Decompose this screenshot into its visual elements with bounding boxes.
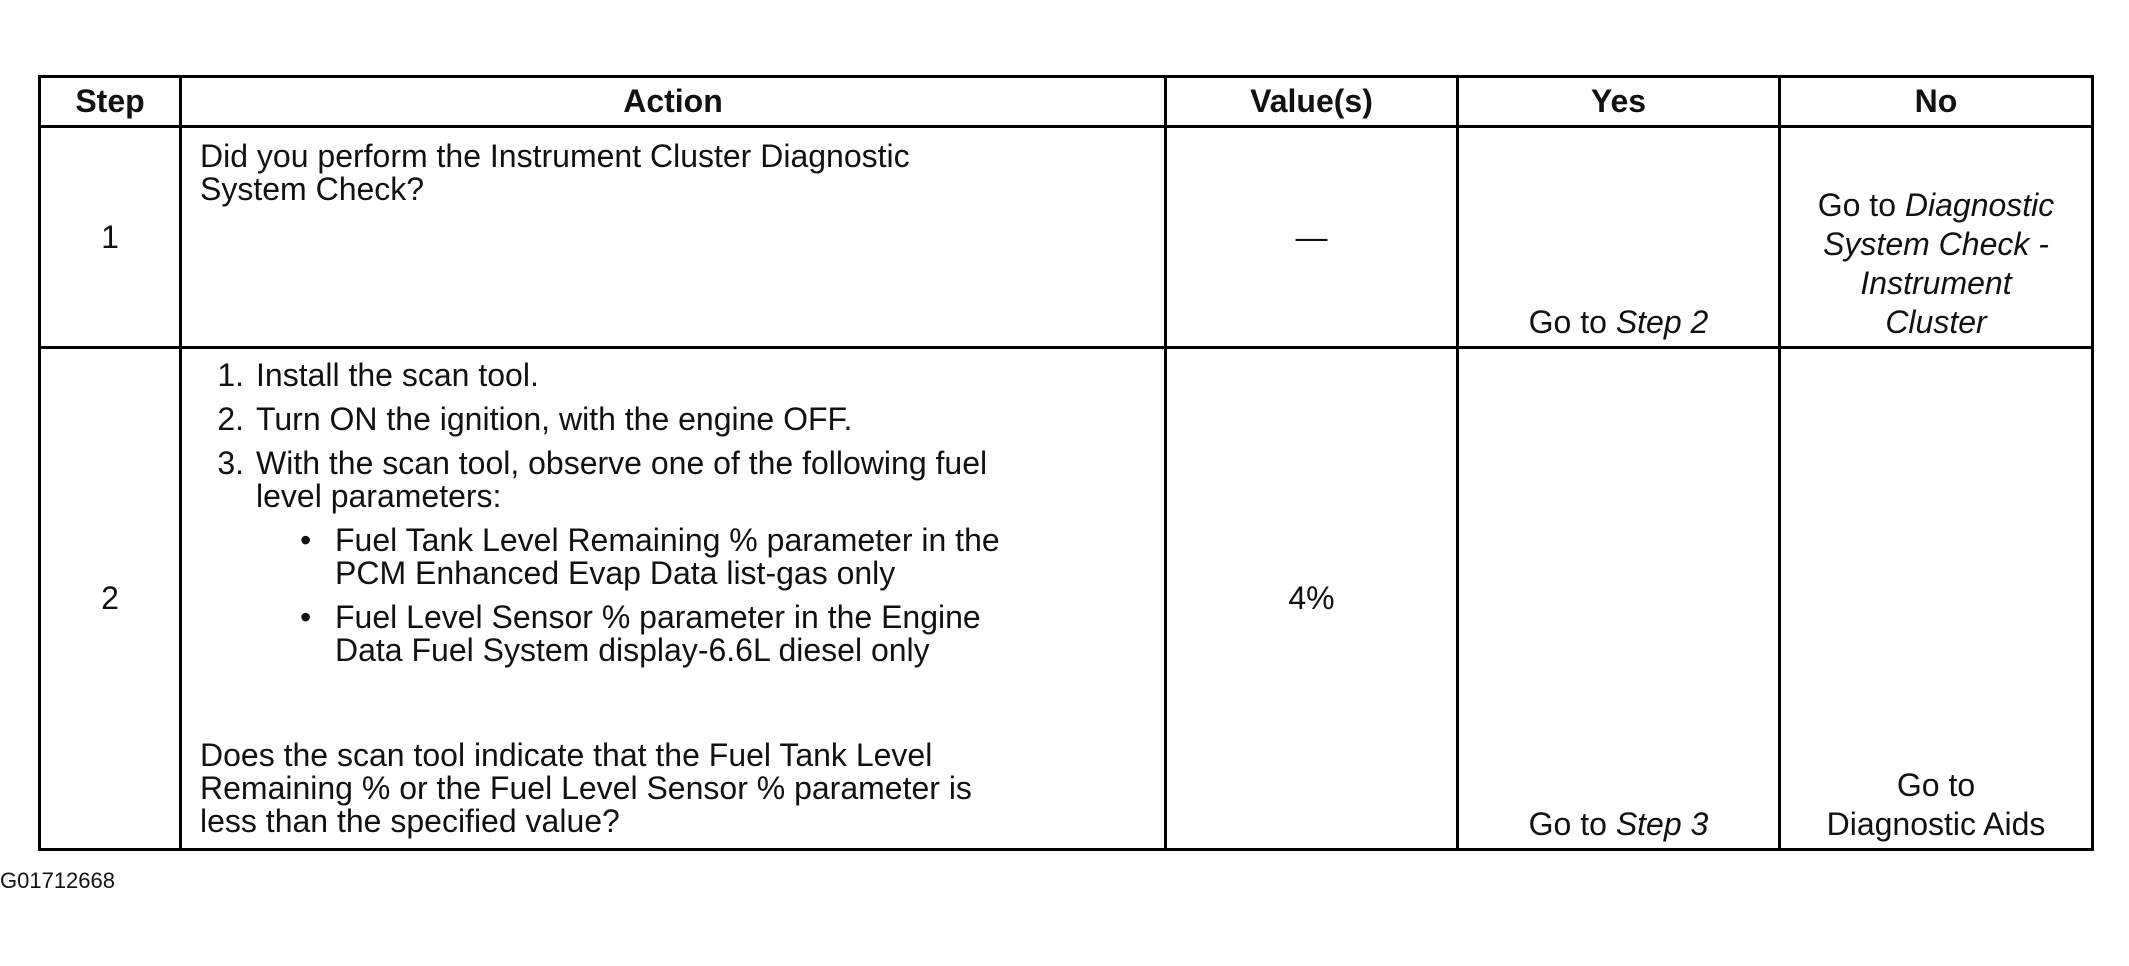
header-step: Step	[40, 77, 181, 127]
yes-link-step-2[interactable]: Step 2	[1615, 304, 1709, 340]
step-number: 2	[40, 348, 181, 850]
action-steps-list	[200, 359, 1146, 513]
bullet-icon: •	[300, 599, 312, 635]
header-row	[40, 77, 2093, 127]
no-link-diagnostic-aids[interactable]: Diagnostic Aids	[1826, 806, 2046, 842]
diagnostic-table	[38, 75, 2094, 851]
action-question: Did you perform the Instrument Cluster Diagnostic System Check?	[200, 138, 910, 207]
yes-cell: Go to Step 3	[1458, 348, 1780, 850]
step-number: 1	[40, 127, 181, 348]
value-cell: —	[1166, 127, 1458, 348]
figure-id: G01712668	[0, 868, 115, 893]
header-action: Action	[181, 77, 1166, 127]
action-content	[182, 349, 1164, 842]
value-cell: 4%	[1166, 348, 1458, 850]
bullet-icon: •	[300, 522, 312, 558]
header-yes: Yes	[1458, 77, 1780, 127]
header-no: No	[1780, 77, 2093, 127]
action-cell	[181, 348, 1166, 850]
action-cell	[181, 127, 1166, 348]
table-row	[40, 348, 2093, 850]
list-item: 3. With the scan tool, observe one of the following fuel level parameters:	[217, 445, 988, 514]
list-item: 2. Turn ON the ignition, with the engine OFF.	[217, 401, 853, 437]
action-question: Does the scan tool indicate that the Fuel Tank Level Remaining % or the Fuel Level Sensor % parameter is less than the specified value?	[200, 737, 972, 839]
list-item: 1. Install the scan tool.	[217, 357, 539, 393]
no-cell: Go to Diagnostic Aids	[1780, 348, 2093, 850]
parameter-bullet-list	[200, 524, 1146, 678]
list-item: • Fuel Level Sensor % parameter in the Engine Data Fuel System display-6.6L diesel only	[300, 599, 981, 668]
header-values: Value(s)	[1166, 77, 1458, 127]
list-item: • Fuel Tank Level Remaining % parameter in the PCM Enhanced Evap Data list-gas only	[300, 522, 1000, 591]
action-content	[182, 128, 1164, 346]
no-link-system-check[interactable]: Diagnostic	[1904, 187, 2055, 223]
yes-cell: Go to Step 2	[1458, 127, 1780, 348]
table-row	[40, 127, 2093, 348]
no-cell: Go to Diagnostic System Check - Instrument Cluster	[1780, 127, 2093, 348]
yes-link-step-3[interactable]: Step 3	[1615, 806, 1709, 842]
